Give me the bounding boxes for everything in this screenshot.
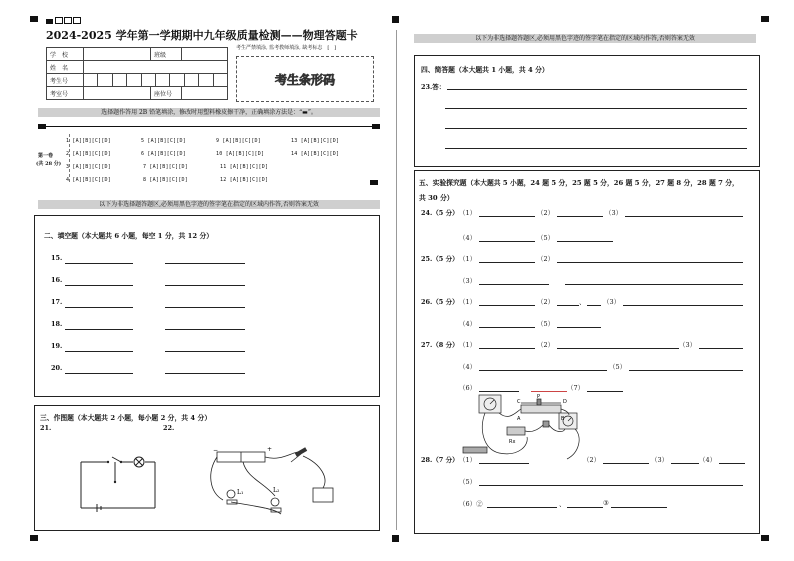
answer-line[interactable]: [445, 108, 747, 109]
seat-field[interactable]: [182, 87, 228, 100]
answer-line[interactable]: [65, 351, 133, 352]
part-3: （3）: [605, 209, 623, 217]
mc-question[interactable]: 4 [A][B][C][D]: [66, 177, 111, 183]
part-3: （3）: [651, 456, 669, 464]
fill-section-title: 二、填空题（本大题共 6 小题，每空 1 分，共 12 分）: [44, 232, 214, 240]
fold-line: [396, 30, 397, 530]
answer-line[interactable]: [165, 263, 245, 264]
answer-line[interactable]: [479, 284, 549, 285]
draw-q22: 22.: [163, 424, 175, 432]
lamp-l2-label: L₂: [273, 487, 280, 494]
fill-section: [34, 215, 380, 397]
part-7: （7）: [567, 384, 585, 392]
page-title: 2024-2025 学年第一学期期中九年级质量检测——物理答题卡: [46, 29, 358, 42]
answer-line[interactable]: [557, 327, 601, 328]
part-2: （2）: [537, 209, 555, 217]
mc-instruction: 选择题作答用 2B 铅笔填涂，修改时用塑料橡皮擦干净，正确填涂方法是：“▬”。: [38, 108, 380, 117]
part-4: （4）: [459, 363, 477, 371]
answer-line[interactable]: [65, 373, 133, 374]
slider-p: P: [537, 394, 541, 400]
answer-line[interactable]: [479, 463, 529, 464]
mc-block: [38, 124, 382, 186]
answer-line[interactable]: [165, 373, 245, 374]
part-2: （2）: [537, 341, 555, 349]
seat-label: 座位号: [151, 87, 182, 100]
answer-line[interactable]: [719, 463, 745, 464]
fill-q20: 20.: [51, 364, 63, 372]
part-1: （1）: [459, 341, 477, 349]
answer-line[interactable]: [165, 307, 245, 308]
absent-notice: 考生严禁填涂, 监考教师填涂, 缺考标志 [ ]: [236, 45, 337, 51]
answer-line[interactable]: [603, 463, 649, 464]
answer-line[interactable]: [65, 285, 133, 286]
exam-no-label: 考生号: [47, 74, 84, 87]
mc-question[interactable]: 1 [A][B][C][D]: [66, 138, 111, 144]
lamp-l1-label: L₁: [237, 489, 244, 496]
answer-line[interactable]: [531, 391, 567, 392]
mc-row: [66, 164, 366, 177]
answer-line[interactable]: [479, 327, 535, 328]
mc-question[interactable]: 13 [A][B][C][D]: [291, 138, 340, 144]
answer-line[interactable]: [479, 262, 535, 263]
answer-line[interactable]: [479, 241, 535, 242]
svg-text:−: −: [213, 447, 219, 454]
registration-mark: [761, 535, 769, 541]
short-q23: 23.答：: [421, 83, 446, 91]
exp-section-title-2: 共 30 分）: [419, 194, 454, 202]
registration-mark: [30, 535, 38, 541]
room-field[interactable]: [84, 87, 151, 100]
part-1: （1）: [459, 456, 477, 464]
experiment-circuit: [459, 393, 589, 465]
exp-q25: 25.（5 分）: [421, 255, 459, 263]
answer-line[interactable]: [623, 305, 743, 306]
barcode-area: [236, 56, 374, 102]
mc-mark: [38, 124, 46, 129]
fill-q15: 15.: [51, 254, 63, 262]
answer-line[interactable]: [479, 485, 743, 486]
resistor-rx: Rx: [509, 439, 516, 445]
mc-question[interactable]: 8 [A][B][C][D]: [143, 177, 188, 183]
draw-section: [34, 405, 380, 531]
exp-q26: 26.（5 分）: [421, 298, 459, 306]
school-field[interactable]: [84, 48, 151, 61]
short-section-title: 四、简答题（本大题共 1 小题，共 4 分）: [421, 66, 549, 74]
header-squares: [46, 17, 81, 26]
answer-line[interactable]: [479, 370, 607, 371]
part-5: （5）: [609, 363, 627, 371]
nonchoice-notice-right: 以下为非选择题答题区,必须用黑色字迹的签字笔在指定的区域内作答,否则答案无效: [414, 34, 756, 43]
terminal-c: C: [517, 399, 521, 405]
answer-line[interactable]: [445, 148, 747, 149]
terminal-b: B: [561, 416, 565, 422]
part-6-sub3: ③: [603, 499, 609, 507]
part-2: （2）: [537, 298, 555, 306]
answer-line[interactable]: [165, 329, 245, 330]
mc-question[interactable]: 14 [A][B][C][D]: [291, 151, 340, 157]
barcode-label: 考生条形码: [274, 73, 335, 87]
registration-mark: [392, 535, 399, 542]
mc-top-rule: [46, 126, 372, 127]
answer-line[interactable]: [565, 284, 743, 285]
answer-line[interactable]: [479, 348, 535, 349]
part-5: （5）: [537, 234, 555, 242]
comma-separator: 、: [559, 500, 566, 508]
part-3: （3）: [459, 277, 477, 285]
part-2: （2）: [583, 456, 601, 464]
fill-q19: 19.: [51, 342, 63, 350]
exp-q27: 27.（8 分）: [421, 341, 459, 349]
exam-no-field[interactable]: [84, 74, 228, 87]
student-info-table: [46, 47, 228, 100]
room-label: 考室号: [47, 87, 84, 100]
answer-line[interactable]: [611, 507, 667, 508]
answer-line[interactable]: [65, 263, 133, 264]
answer-line[interactable]: [629, 370, 743, 371]
answer-line[interactable]: [671, 463, 699, 464]
part-3: （3）: [603, 298, 621, 306]
part-1: （1）: [459, 209, 477, 217]
terminal-a: A: [517, 416, 521, 422]
fill-q18: 18.: [51, 320, 63, 328]
circuit-diagram-21: [75, 446, 165, 516]
registration-mark: [392, 16, 399, 23]
mc-question[interactable]: 9 [A][B][C][D]: [216, 138, 261, 144]
fill-q17: 17.: [51, 298, 63, 306]
answer-line[interactable]: [557, 305, 579, 306]
answer-line[interactable]: [165, 351, 245, 352]
mc-question[interactable]: 6 [A][B][C][D]: [141, 151, 186, 157]
mc-mark: [372, 124, 380, 129]
mc-mark: [370, 180, 378, 185]
answer-line[interactable]: [557, 348, 679, 349]
answer-line[interactable]: [165, 285, 245, 286]
experiment-section: [414, 170, 760, 534]
part-2: （2）: [537, 255, 555, 263]
part-4: （4）: [459, 320, 477, 328]
mc-question[interactable]: 5 [A][B][C][D]: [141, 138, 186, 144]
mc-question[interactable]: 12 [A][B][C][D]: [220, 177, 269, 183]
answer-line[interactable]: [587, 391, 623, 392]
part-4: （4）: [699, 456, 717, 464]
answer-line[interactable]: [65, 329, 133, 330]
draw-q21: 21.: [40, 424, 52, 432]
part-5: （5）: [537, 320, 555, 328]
part-3: （3）: [679, 341, 697, 349]
registration-mark: [30, 16, 38, 22]
mc-section-label: 第一卷: [38, 153, 54, 159]
mc-row: [66, 151, 366, 164]
answer-line[interactable]: [587, 305, 601, 306]
terminal-d: D: [563, 399, 567, 405]
part-5: （5）: [459, 478, 477, 486]
mc-question[interactable]: 2 [A][B][C][D]: [66, 151, 111, 157]
answer-line[interactable]: [479, 305, 535, 306]
mc-question[interactable]: 7 [A][B][C][D]: [143, 164, 188, 170]
part-6-sub2: （6）②: [459, 500, 483, 508]
answer-line[interactable]: [445, 128, 747, 129]
svg-text:+: +: [267, 446, 273, 453]
answer-line[interactable]: [699, 348, 743, 349]
answer-line[interactable]: [557, 241, 613, 242]
answer-line[interactable]: [487, 507, 557, 508]
fill-q16: 16.: [51, 276, 63, 284]
part-6: （6）: [459, 384, 477, 392]
answer-line[interactable]: [479, 216, 535, 217]
class-label: 班级: [151, 48, 182, 61]
circuit-diagram-22: [203, 442, 353, 526]
class-field[interactable]: [182, 48, 228, 61]
mc-row: [66, 138, 366, 151]
part-1: （1）: [459, 298, 477, 306]
answer-line[interactable]: [625, 216, 743, 217]
exp-q24: 24.（5 分）: [421, 209, 459, 217]
mc-section-score: (共 28 分): [36, 161, 62, 167]
part-1: （1）: [459, 255, 477, 263]
comma-separator: 、: [579, 298, 586, 306]
short-answer-section: [414, 55, 760, 167]
answer-line[interactable]: [479, 391, 519, 392]
answer-line[interactable]: [447, 89, 747, 90]
registration-mark: [761, 16, 769, 22]
exp-section-title: 五、实验探究题（本大题共 5 小题，24 题 5 分，25 题 5 分，26 题 5 分，27 题 8 分，28 题 7 分，: [419, 179, 739, 187]
name-label: 姓 名: [47, 61, 84, 74]
answer-line[interactable]: [557, 216, 603, 217]
draw-section-title: 三、作图题（本大题共 2 小题，每小题 2 分，共 4 分）: [40, 414, 212, 422]
school-label: 学 校: [47, 48, 84, 61]
mc-question[interactable]: 3 [A][B][C][D]: [66, 164, 111, 170]
answer-line[interactable]: [567, 507, 603, 508]
answer-line[interactable]: [557, 262, 743, 263]
nonchoice-notice: 以下为非选择题答题区,必须用黑色字迹的签字笔在指定的区域内作答,否则答案无效: [38, 200, 380, 209]
answer-line[interactable]: [65, 307, 133, 308]
mc-row: [66, 177, 366, 190]
mc-grid: [66, 138, 366, 190]
part-4: （4）: [459, 234, 477, 242]
mc-question[interactable]: 11 [A][B][C][D]: [220, 164, 269, 170]
exp-q28: 28.（7 分）: [421, 456, 459, 464]
mc-question[interactable]: 10 [A][B][C][D]: [216, 151, 265, 157]
name-field[interactable]: [84, 61, 228, 74]
